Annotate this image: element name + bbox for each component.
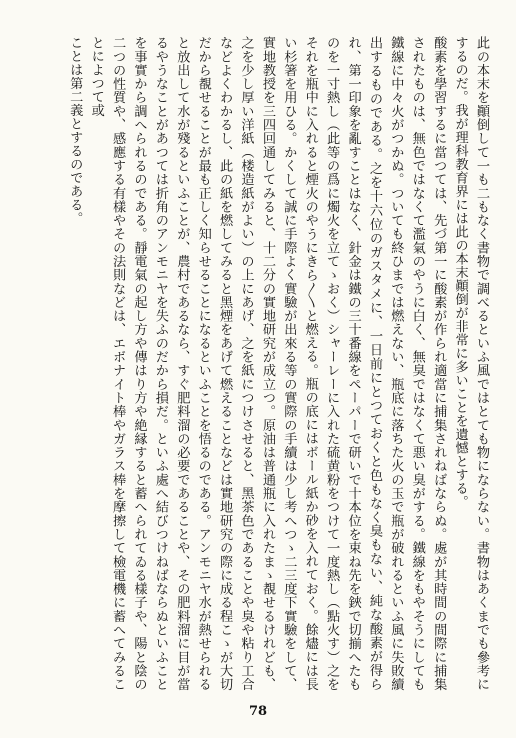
paragraph-1: 此の本末を顚倒して一も二もなく書物で調べるといふ風ではとても物にならない。書物はあくまでも參考にするのだ。我が理科教育界には此の本末顚倒が非常に多いことを遺憾とする。 <box>452 36 489 691</box>
vertical-text-body <box>18 36 492 691</box>
paragraph-2: 酸素を學習するに當つては、先づ第一に酸素が作られ適當に捕集されねばならぬ。處が其時間の間際に捕集されたものは、無色ではなくて濫氣のやうに白く、無臭ではなくて悪い臭がする。鐵線をもやそうにしても鐵線に中々火がつかぬ。ついても終ひまでは燃えない、瓶底に落ちた火の玉で瓶が破れるといふ風に失敗續出するものである。之を十六位のガスタメに、一日前にとつておくと色もなく臭もない、純な酸素が得られ、第一印象を亂すことはなく、針金は鐵の三十番線をペーパーで研いで十本位を束ね先を鋏で切揃へたものを一寸熱し（此等の爲に燭火を立てゝおく）シャーレーに入れた硫黄粉をつけて一度熱し（點火す）之をそれを瓶中に入れると煙火のやうにきら〳〵と燃える。瓶の底にはボール紙か砂を入れておく。餘燼には長い杉箸を用ひる。かくして誠に手際よく實驗が出來る等の實際の手續は少し考へつゝ二三度下實驗をして、實地教授を三四回通してみると、十二分の實地研究が成立つ。原油は普通瓶に入れたまゝ覩せるけれども、之を少し厚い洋紙（楼造紙がよい）の上にあげ、之を紙につけさせると、黑茶色であることや臭や粘り工合などよくわかるし、此の紙を燃してみると黑煙をあげて燃えることなどは實地研究の際に成る程こゝが大切だから覩せることが最も正しく知らせることになるといふことを悟るのである。アンモニヤ水が熱せられると放出して水が殘るといふことが、農村であるなら、すぐ肥料溜の必要であることや、その肥料溜に目が當るやうなことがあつては折角のアンモニヤを失ふのだから損だ。といふ處へ結びつけねばならぬといふことを事實から調へられるのである。靜電氣の起し方や傳はり方や絶縁すると蓄へられてゐる樣子や、陽と陰の二つの性質や、感應する有樣やその法則などは、エボナイト棒やガラス棒を摩擦して檢電機に蓄へてみることによつて或 <box>88 36 447 691</box>
paragraph-3: ことは第二義とするのである。 <box>67 36 83 225</box>
page-number: 78 <box>248 704 268 719</box>
